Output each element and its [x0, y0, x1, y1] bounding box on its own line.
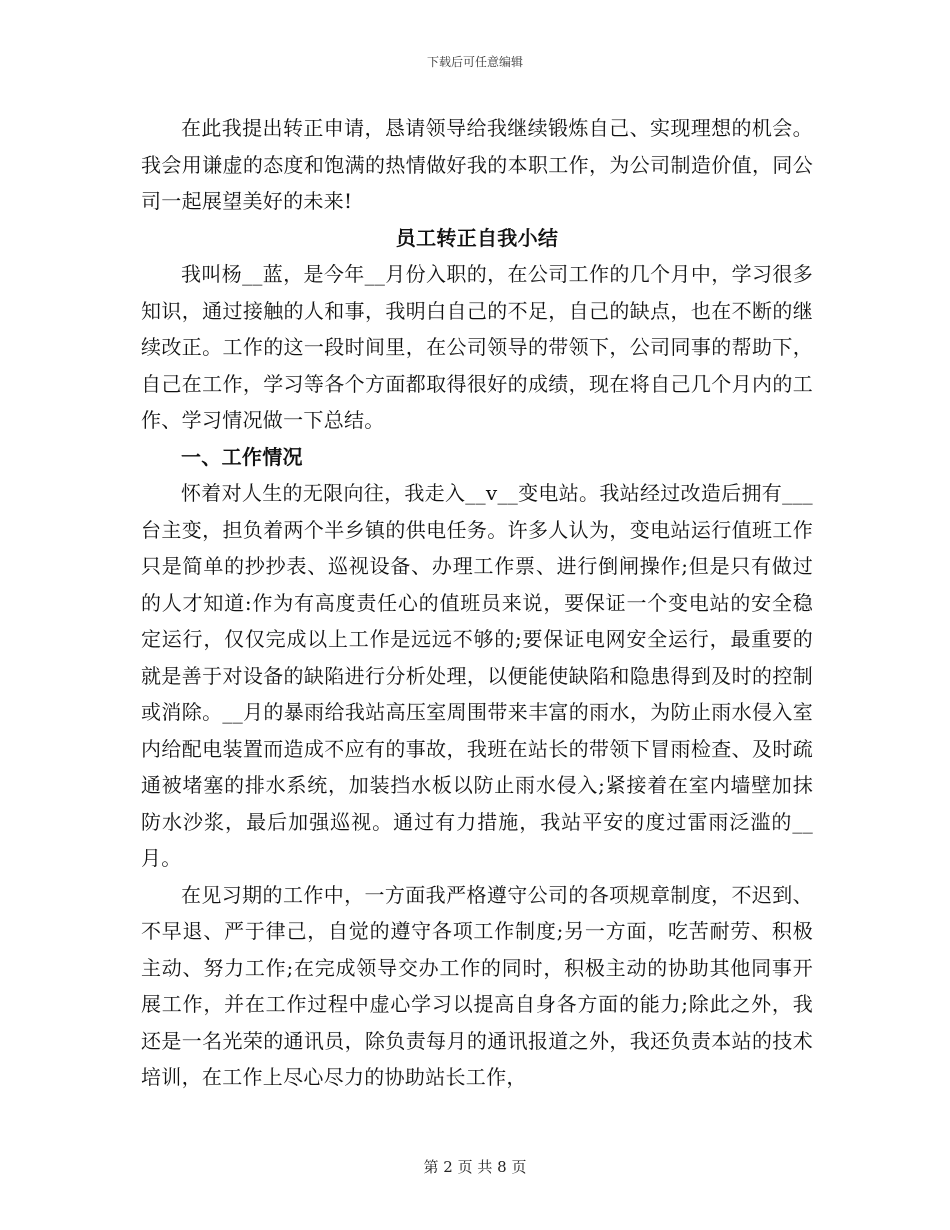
page-header: 下载后可任意编辑 [426, 55, 523, 69]
page-number: 第 2 页 共 8 页 [423, 1158, 527, 1176]
paragraph-3: 在见习期的工作中，一方面我严格遵守公司的各项规章制度，不迟到、不早退、严于律己，自觉的遵守各项工作制度;另一方面，吃苦耐劳、积极主动、努力工作;在完成领导交办工作的同时，积极主动的协助其他同事开展工作，并在工作过程中虚心学习以提高自身各方面的能力;除此之外，我还是一名光荣的通讯员，除负责每月的通讯报道之外，我还负责本站的技术培训，在工作上尽心尽力的协助站长工作， [141, 882, 813, 1089]
intro-paragraph: 在此我提出转正申请，恳请领导给我继续锻炼自己、实现理想的机会。我会用谦虚的态度和饱满的热情做好我的本职工作，为公司制造价值，同公司一起展望美好的未来! [141, 116, 813, 213]
section-heading-work: 一、工作情况 [181, 444, 303, 469]
paragraph-2: 怀着对人生的无限向往，我走入__v__变电站。我站经过改造后拥有___台主变，担负着两个半乡镇的供电任务。许多人认为，变电站运行值班工作只是简单的抄抄表、巡视设备、办理工作票、进行倒闸操作;但是只有做过的人才知道:作为有高度责任心的值班员来说，要保证一个变电站的安全稳定运行，仅仅完成以上工作是远远不够的;要保证电网安全运行，最重要的就是善于对设备的缺陷进行分析处理，以便能使缺陷和隐患得到及时的控制或消除。__月的暴雨给我站高压室周围带来丰富的雨水，为防止雨水侵入室内给配电装置而造成不应有的事故，我班在站长的带领下冒雨检查、及时疏通被堵塞的排水系统，加装挡水板以防止雨水侵入;紧接着在室内墙壁加抹防水沙浆，最后加强巡视。通过有力措施，我站平安的度过雷雨泛滥的__月。 [141, 481, 813, 870]
paragraph-1: 我叫杨__蓝，是今年__月份入职的，在公司工作的几个月中，学习很多知识，通过接触的人和事，我明白自己的不足，自己的缺点，也在不断的继续改正。工作的这一段时间里，在公司领导的带领下，公司同事的帮助下，自己在工作，学习等各个方面都取得很好的成绩，现在将自己几个月内的工作、学习情况做一下总结。 [141, 262, 813, 432]
document-title: 员工转正自我小结 [395, 225, 559, 250]
document-body [141, 110, 813, 1096]
